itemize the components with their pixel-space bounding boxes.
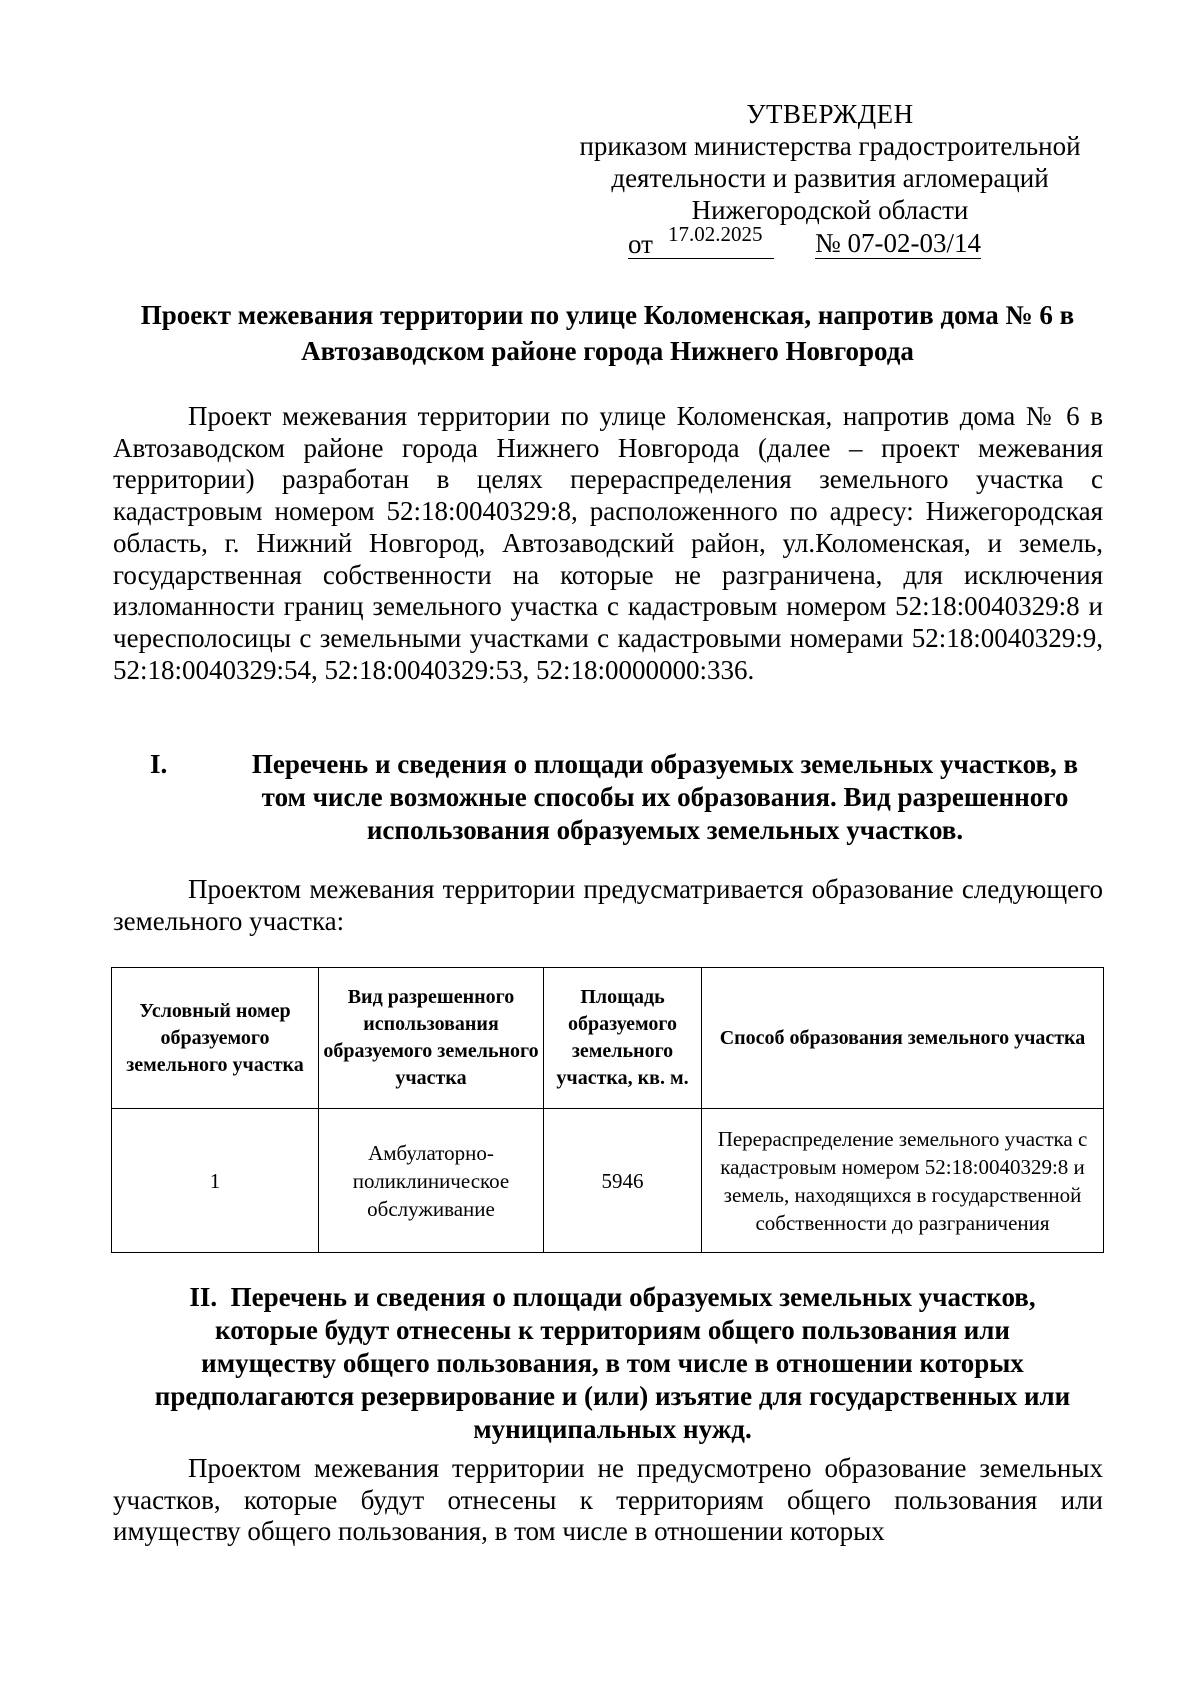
table-header-row	[112, 968, 1104, 1109]
section-2-line-4: предполагаются резервирование и (или) изъятие для государственных или	[154, 1381, 1071, 1411]
section-2-line-1-text: Перечень и сведения о площади образуемых земельных участков,	[230, 1282, 1036, 1312]
cell-formation-method: Перераспределение земельного участка с кадастровым номером 52:18:0040329:8 и земель, находящихся в государственной собственности до разграничения	[702, 1109, 1104, 1253]
approval-line-1: приказом министерства градостроительной	[579, 131, 1081, 161]
header-permitted-use: Вид разрешенного использования образуемого земельного участка	[319, 968, 544, 1109]
header-area: Площадь образуемого земельного участка, кв. м.	[544, 968, 702, 1109]
date-underline	[628, 258, 774, 259]
header-formation-method: Способ образования земельного участка	[702, 968, 1104, 1109]
cell-plot-number: 1	[112, 1109, 319, 1253]
section-2-paragraph: Проектом межевания территории не предусмотрено образование земельных участков, которые будут отнесены к территориям общего пользования или имуществу общего пользования, в том числе в отношении которых	[113, 1453, 1103, 1547]
header-plot-number: Условный номер образуемого земельного участка	[112, 968, 319, 1109]
cell-permitted-use: Амбулаторно-поликлиническое обслуживание	[319, 1109, 544, 1253]
section-2-line-3: имуществу общего пользования, в том числе в отношении которых	[201, 1348, 1024, 1378]
section-1-numeral: I.	[150, 749, 168, 779]
section-2-line-1	[120, 1281, 1105, 1314]
approval-line-3: Нижегородской области	[691, 195, 969, 225]
section-2-heading	[120, 1281, 1105, 1446]
section-1-heading	[150, 748, 1100, 847]
section-1-paragraph: Проектом межевания территории предусматривается образование следующего земельного участка:	[113, 874, 1103, 936]
approval-number: № 07-02-03/14	[815, 228, 981, 258]
approval-line-2: деятельности и развития агломераций	[611, 163, 1049, 193]
table-row	[112, 1109, 1104, 1253]
approval-date-line	[560, 222, 1100, 262]
section-1-line-2: том числе возможные способы их образования. Вид разрешенного	[261, 782, 1069, 812]
document-title-line-2: Автозаводском районе города Нижнего Новгорода	[301, 336, 914, 366]
document-title	[110, 297, 1105, 369]
section-2-line-5: муниципальных нужд.	[473, 1414, 752, 1444]
section-2-line-2: которые будут отнесены к территориям общего пользования или	[215, 1315, 1010, 1345]
section-2-numeral: II.	[189, 1282, 218, 1312]
section-1-line-3: использования образуемых земельных участков.	[366, 815, 964, 845]
section-1-line-1: Перечень и сведения о площади образуемых земельных участков, в	[251, 749, 1079, 779]
from-label: от	[628, 229, 653, 259]
approval-stamp	[560, 98, 1100, 262]
cell-area: 5946	[544, 1109, 702, 1253]
land-plot-table	[111, 967, 1104, 1253]
document-title-line-1: Проект межевания территории по улице Коломенская, напротив дома № 6 в	[140, 300, 1075, 330]
intro-paragraph: Проект межевания территории по улице Коломенская, напротив дома № 6 в Автозаводском районе города Нижнего Новгорода (далее – проект межевания территории) разработан в целях перераспределения земельного участка с кадастровым номером 52:18:0040329:8, расположенного по адресу: Нижегородская область, г. Нижний Новгород, Автозаводский район, ул.Коломенская, и земель, государственная собственности на которые не разграничена, для исключения изломанности границ земельного участка с кадастровым номером 52:18:0040329:8 и чересполосицы с земельными участками с кадастровыми номерами 52:18:0040329:9, 52:18:0040329:54, 52:18:0040329:53, 52:18:0000000:336.	[113, 401, 1103, 685]
approval-title: УТВЕРЖДЕН	[746, 99, 914, 129]
approval-date: 17.02.2025	[668, 222, 763, 246]
